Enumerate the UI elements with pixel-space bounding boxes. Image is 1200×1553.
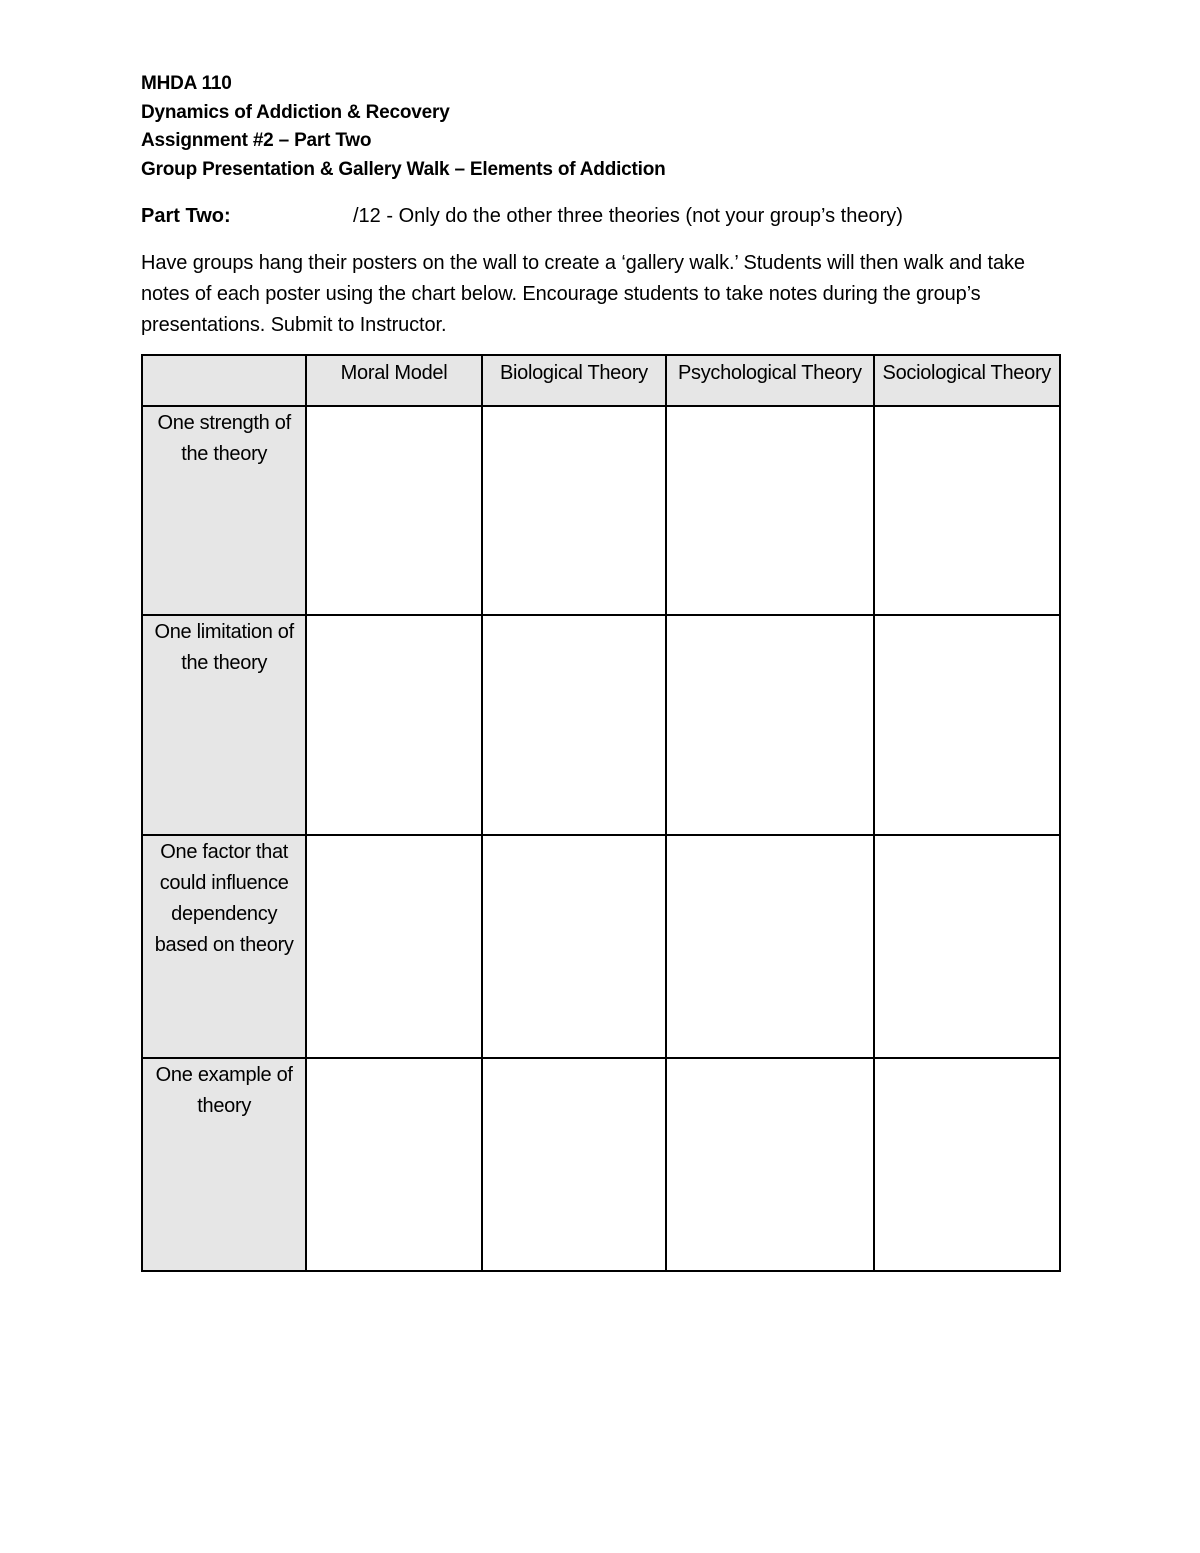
- row-label-strength: One strength of the theory: [142, 406, 306, 615]
- answer-cell-psychological-strength[interactable]: [666, 406, 873, 615]
- column-header-sociological-theory: Sociological Theory: [874, 355, 1060, 406]
- assignment-title: Assignment #2 – Part Two: [141, 130, 372, 151]
- answer-cell-biological-strength[interactable]: [482, 406, 666, 615]
- row-label-example: One example of theory: [142, 1058, 306, 1271]
- part-score-text: /12 - Only do the other three theories (not your group’s theory): [353, 205, 903, 227]
- instructions: [141, 248, 1066, 341]
- answer-cell-moral-factor[interactable]: [306, 835, 481, 1058]
- answer-cell-sociological-factor[interactable]: [874, 835, 1060, 1058]
- answer-cell-biological-factor[interactable]: [482, 835, 666, 1058]
- part-label: Part Two:: [141, 205, 231, 227]
- instructions-text: Have groups hang their posters on the wall to create a ‘gallery walk.’ Students will then walk and take notes of each poster using the chart below. Encourage students to take notes during the group’s presentations. Submit to Instructor.: [141, 252, 1025, 336]
- answer-cell-moral-strength[interactable]: [306, 406, 481, 615]
- answer-cell-moral-limitation[interactable]: [306, 615, 481, 835]
- table-row: [142, 1058, 1060, 1271]
- row-label-limitation: One limitation of the theory: [142, 615, 306, 835]
- answer-cell-sociological-strength[interactable]: [874, 406, 1060, 615]
- answer-cell-biological-example[interactable]: [482, 1058, 666, 1271]
- answer-cell-biological-limitation[interactable]: [482, 615, 666, 835]
- answer-cell-psychological-example[interactable]: [666, 1058, 873, 1271]
- course-title: Dynamics of Addiction & Recovery: [141, 101, 450, 123]
- answer-cell-psychological-limitation[interactable]: [666, 615, 873, 835]
- column-header-biological-theory: Biological Theory: [482, 355, 666, 406]
- notes-table: [141, 354, 1061, 1272]
- table-header-row: [142, 355, 1060, 406]
- assignment-topic: Group Presentation & Gallery Walk – Elements of Addiction: [141, 158, 666, 180]
- answer-cell-sociological-example[interactable]: [874, 1058, 1060, 1271]
- table-row: [142, 835, 1060, 1058]
- table-row: [142, 615, 1060, 835]
- table-row: [142, 406, 1060, 615]
- column-header-psychological-theory: Psychological Theory: [666, 355, 873, 406]
- part-line: [141, 202, 903, 230]
- answer-cell-psychological-factor[interactable]: [666, 835, 873, 1058]
- answer-cell-sociological-limitation[interactable]: [874, 615, 1060, 835]
- document-header: [141, 70, 666, 184]
- column-header-moral-model: Moral Model: [306, 355, 481, 406]
- course-code: MHDA 110: [141, 73, 232, 94]
- answer-cell-moral-example[interactable]: [306, 1058, 481, 1271]
- row-label-factor: One factor that could influence dependency based on theory: [142, 835, 306, 1058]
- corner-cell: [142, 355, 306, 406]
